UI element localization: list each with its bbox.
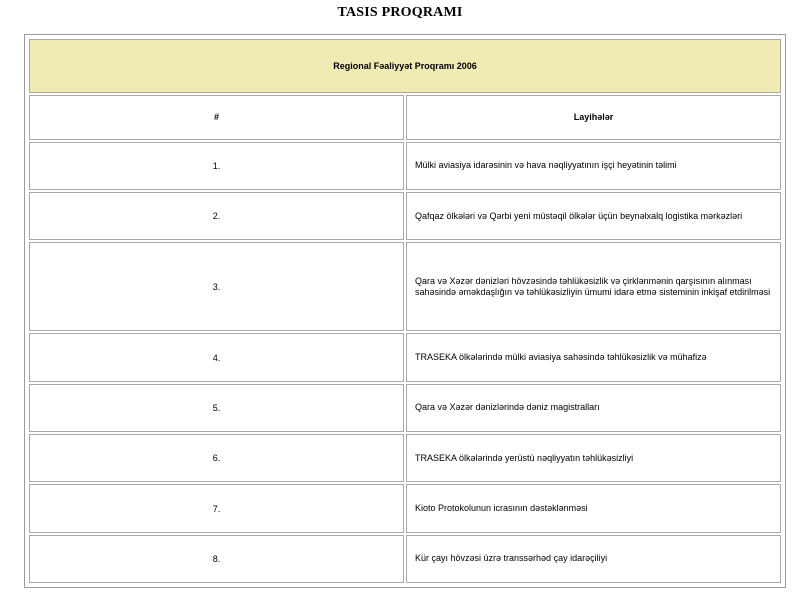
column-header-row bbox=[29, 95, 781, 140]
row-number: 7. bbox=[29, 484, 404, 532]
project-name: Kür çayı hövzəsi üzrə transsərhəd çay idarəçiliyi bbox=[406, 535, 781, 583]
table-row bbox=[29, 333, 781, 381]
project-name: Mülki aviasiya idarəsinin və hava nəqliyyatının işçi heyətinin təlimi bbox=[406, 142, 781, 190]
project-name: TRASEKA ölkələrində yerüstü nəqliyyatın təhlükəsizliyi bbox=[406, 434, 781, 482]
row-number: 5. bbox=[29, 384, 404, 432]
row-number: 6. bbox=[29, 434, 404, 482]
row-number: 8. bbox=[29, 535, 404, 583]
project-name: Qara və Xəzər dənizləri hövzəsində təhlükəsizlik və çirklənmənin qarşısının alınması sahəsində əməkdaşlığın və təhlükəsizliyin ümumi idarə etmə sisteminin inkişaf etdirilməsi bbox=[406, 242, 781, 331]
project-name: Kioto Protokolunun icrasının dəstəklənməsi bbox=[406, 484, 781, 532]
table-row bbox=[29, 535, 781, 583]
projects-table-container bbox=[24, 34, 786, 588]
table-row bbox=[29, 192, 781, 240]
row-number: 4. bbox=[29, 333, 404, 381]
row-number: 1. bbox=[29, 142, 404, 190]
number-column-header: # bbox=[29, 95, 404, 140]
table-row bbox=[29, 484, 781, 532]
project-name: TRASEKA ölkələrində mülki aviasiya sahəsində təhlükəsizlik və mühafizə bbox=[406, 333, 781, 381]
page-title: TASIS PROQRAMI bbox=[337, 5, 463, 20]
table-row bbox=[29, 242, 781, 331]
project-name: Qafqaz ölkələri və Qərbi yeni müstəqil ölkələr üçün beynəlxalq logistika mərkəzləri bbox=[406, 192, 781, 240]
program-header: Regional Fəaliyyət Proqramı 2006 bbox=[29, 39, 781, 93]
row-number: 2. bbox=[29, 192, 404, 240]
projects-column-header: Layihələr bbox=[406, 95, 781, 140]
table-row bbox=[29, 384, 781, 432]
program-header-row bbox=[29, 39, 781, 93]
table-row bbox=[29, 142, 781, 190]
project-name: Qara və Xəzər dənizlərində dəniz magistralları bbox=[406, 384, 781, 432]
projects-table bbox=[27, 37, 783, 585]
row-number: 3. bbox=[29, 242, 404, 331]
table-row bbox=[29, 434, 781, 482]
